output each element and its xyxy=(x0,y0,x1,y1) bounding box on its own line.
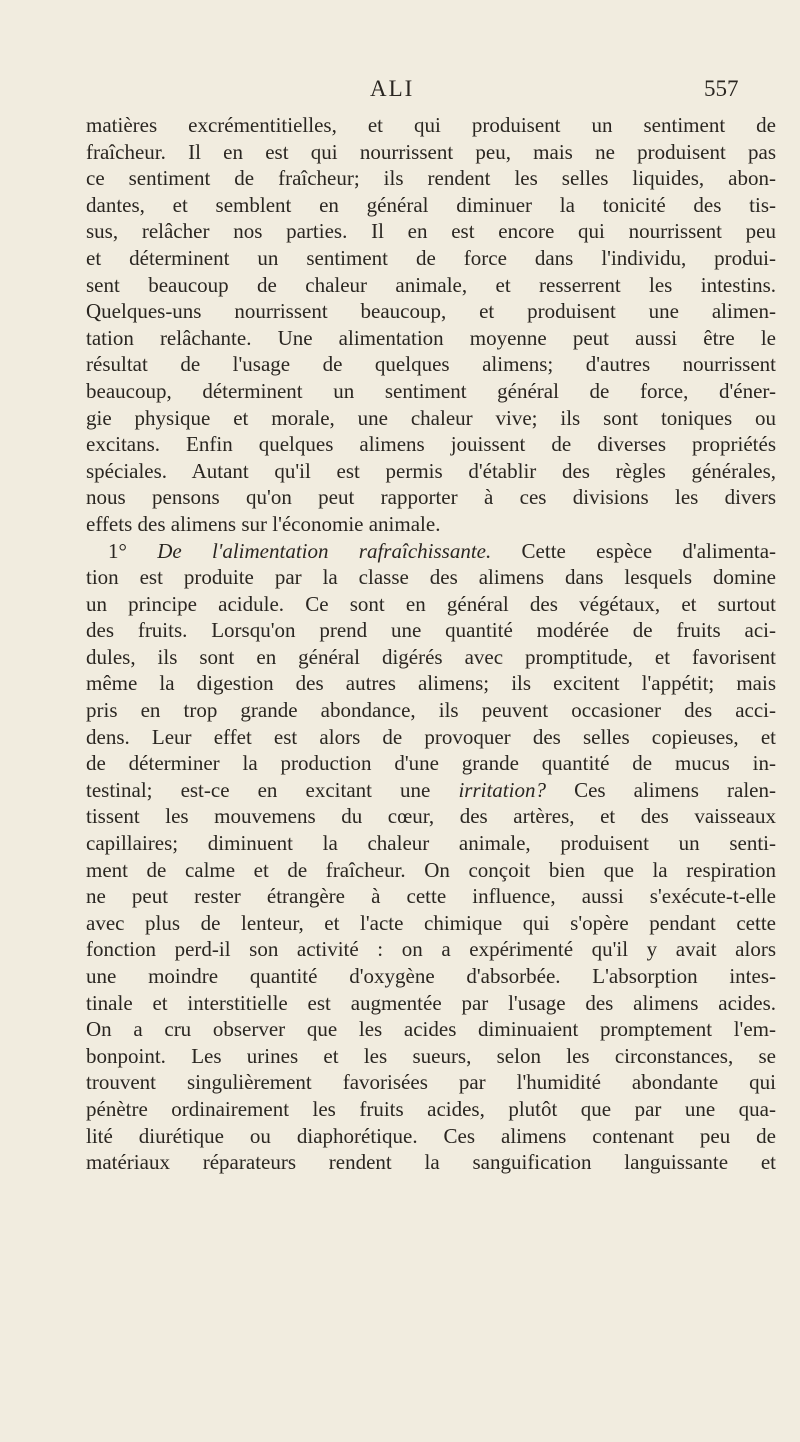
text-line: effets des alimens sur l'économie animale. xyxy=(86,511,441,536)
text-line: capillaires; diminuent la chaleur animale, produisent un senti- xyxy=(86,831,776,856)
text-line: tinale et interstitielle est augmentée par l'usage des alimens acides. xyxy=(86,990,776,1015)
text-line: lité diurétique ou diaphorétique. Ces alimens contenant peu de xyxy=(86,1123,776,1148)
text-line: nous pensons qu'on peut rapporter à ces divisions les divers xyxy=(86,485,776,510)
text-line: fonction perd-il son activité : on a expérimenté qu'il y avait alors xyxy=(86,937,776,962)
text-line: tion est produite par la classe des alimens dans lesquels domine xyxy=(86,565,776,590)
text-line: On a cru observer que les acides diminuaient promptement l'em- xyxy=(86,1017,776,1042)
running-head: ALI xyxy=(370,76,415,101)
text-line: testinal; est-ce en excitant une irritation? Ces alimens ralen- xyxy=(86,777,776,802)
text-line: dules, ils sont en général digérés avec promptitude, et favorisent xyxy=(86,644,776,669)
text-line: tissent les mouvemens du cœur, des artères, et des vaisseaux xyxy=(86,804,776,829)
text-line: résultat de l'usage de quelques alimens; d'autres nourrissent xyxy=(86,352,776,377)
text-line: même la digestion des autres alimens; ils excitent l'appétit; mais xyxy=(86,671,776,696)
text-line: un principe acidule. Ce sont en général des végétaux, et surtout xyxy=(86,591,776,616)
text-line: bonpoint. Les urines et les sueurs, selon les circonstances, se xyxy=(86,1043,776,1068)
text-line: fraîcheur. Il en est qui nourrissent peu, mais ne produisent pas xyxy=(86,139,776,164)
text-line: matières excrémentitielles, et qui produisent un sentiment de xyxy=(86,113,776,137)
text-line: ment de calme et de fraîcheur. On conçoit bien que la respiration xyxy=(86,857,776,882)
text-line: pénètre ordinairement les fruits acides, plutôt que par une qua- xyxy=(86,1096,776,1121)
text-line: pris en trop grande abondance, ils peuvent occasioner des acci- xyxy=(86,698,776,723)
text-line: excitans. Enfin quelques alimens jouissent de diverses propriétés xyxy=(86,432,776,457)
section-heading: De l'alimentation rafraîchissante. xyxy=(157,538,492,563)
page-number: 557 xyxy=(704,76,739,101)
text-line: beaucoup, déterminent un sentiment général de force, d'éner- xyxy=(86,378,776,403)
text-line: des fruits. Lorsqu'on prend une quantité modérée de fruits aci- xyxy=(86,618,776,643)
text-line: ne peut rester étrangère à cette influence, aussi s'exécute-t-elle xyxy=(86,884,776,909)
text-line: dantes, et semblent en général diminuer la tonicité des tis- xyxy=(86,192,776,217)
text-line: une moindre quantité d'oxygène d'absorbée. L'absorption intes- xyxy=(86,964,776,988)
text-line: avec plus de lenteur, et l'acte chimique qui s'opère pendant cette xyxy=(86,910,776,935)
text-line: de déterminer la production d'une grande quantité de mucus in- xyxy=(86,751,776,776)
text-line: matériaux réparateurs rendent la sanguification languissante et xyxy=(86,1150,776,1175)
text-line: sus, relâcher nos parties. Il en est encore qui nourrissent peu xyxy=(86,219,776,244)
text-line: trouvent singulièrement favorisées par l'humidité abondante qui xyxy=(86,1070,776,1095)
body-text xyxy=(86,112,776,1176)
text-line: Quelques-uns nourrissent beaucoup, et produisent une alimen- xyxy=(86,299,776,324)
text-line: 1° De l'alimentation rafraîchissante. Cette espèce d'alimenta- xyxy=(108,538,777,563)
text-line: et déterminent un sentiment de force dans l'individu, produi- xyxy=(86,245,776,270)
text-line: sent beaucoup de chaleur animale, et resserrent les intestins. xyxy=(86,272,776,297)
text-line: dens. Leur effet est alors de provoquer des selles copieuses, et xyxy=(86,724,776,749)
text-line: gie physique et morale, une chaleur vive; ils sont toniques ou xyxy=(86,405,776,430)
text-line: tation relâchante. Une alimentation moyenne peut aussi être le xyxy=(86,325,776,350)
italic-term: irritation? xyxy=(458,777,546,802)
text-line: ce sentiment de fraîcheur; ils rendent les selles liquides, abon- xyxy=(86,166,776,191)
text-line: spéciales. Autant qu'il est permis d'établir des règles générales, xyxy=(86,458,776,483)
